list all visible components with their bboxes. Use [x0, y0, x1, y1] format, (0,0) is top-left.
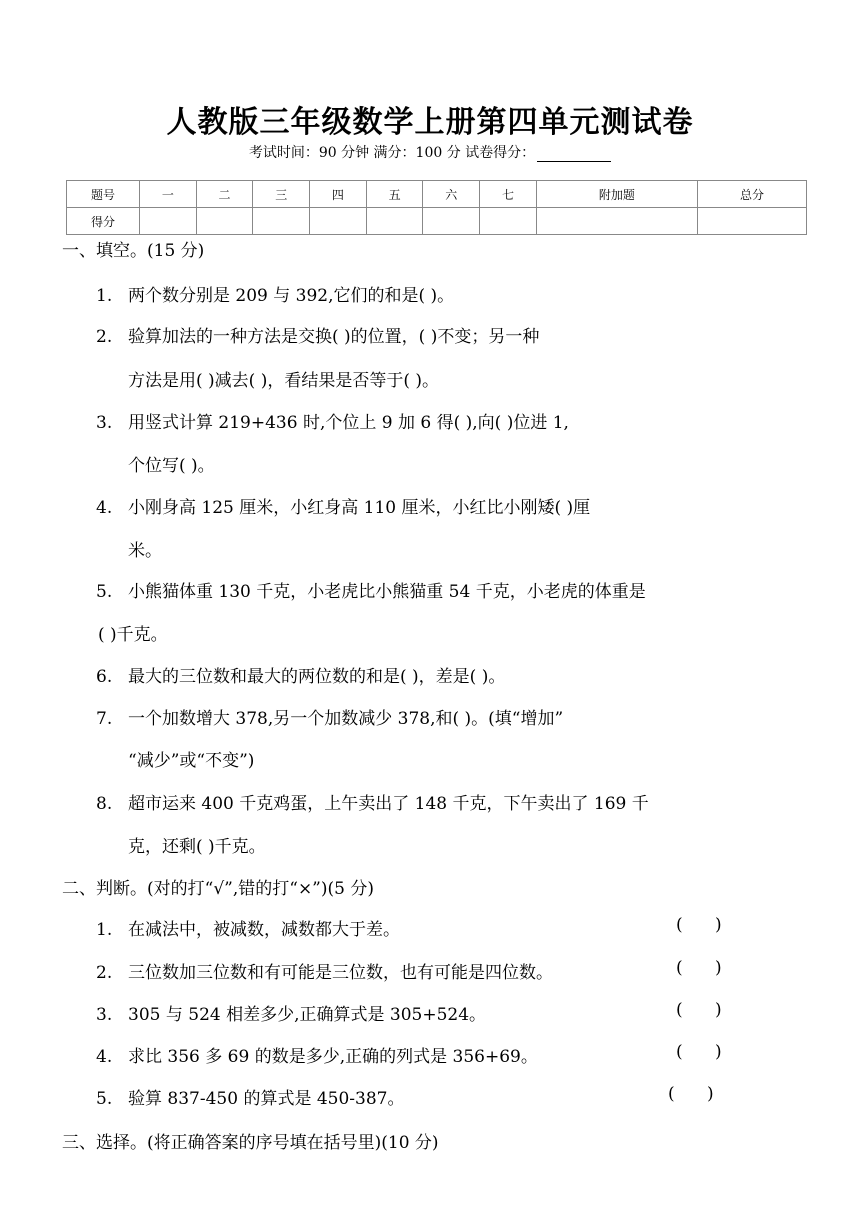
- judgement-item: [96, 958, 553, 983]
- question: [96, 281, 454, 306]
- question: [96, 408, 569, 433]
- question-number: 8.: [96, 794, 113, 814]
- question-text: 小刚身高 125 厘米，小红身高 110 厘米，小红比小刚矮( )厘: [128, 498, 591, 518]
- question-text: 小熊猫体重 130 千克，小老虎比小熊猫重 54 千克，小老虎的体重是: [128, 582, 646, 602]
- score-cell[interactable]: [140, 208, 197, 235]
- column-header: 三: [253, 181, 310, 208]
- section-heading: 二、判断。(对的打“√”,错的打“×”)(5 分): [62, 879, 374, 899]
- exam-info-text: 考试时间：90 分钟 满分：100 分 试卷得分：: [248, 145, 536, 161]
- answer-parentheses[interactable]: ( ): [676, 1042, 722, 1062]
- question-text: 最大的三位数和最大的两位数的和是( )，差是( )。: [128, 667, 506, 687]
- section-heading: 三、选择。(将正确答案的序号填在括号里)(10 分): [62, 1133, 439, 1153]
- judgement-text: 在减法中，被减数，减数都大于差。: [128, 920, 400, 940]
- judgement-text: 验算 837-450 的算式是 450-387。: [128, 1089, 405, 1109]
- score-cell[interactable]: [698, 208, 807, 235]
- column-header: 一: [140, 181, 197, 208]
- column-header: 附加题: [536, 181, 697, 208]
- question-text: 一个加数增大 378,另一个加数减少 378,和( )。(填“增加”: [128, 709, 564, 729]
- column-header: 四: [310, 181, 367, 208]
- column-header: 五: [366, 181, 423, 208]
- question-text: 用竖式计算 219+436 时,个位上 9 加 6 得( ),向( )位进 1,: [128, 413, 569, 433]
- question-number: 5.: [96, 1089, 113, 1109]
- score-label-cell: 得分: [67, 208, 140, 235]
- question: [96, 704, 563, 729]
- question-number: 2.: [96, 963, 113, 983]
- question-continuation: 克，还剩( )千克。: [128, 837, 266, 857]
- question-text: 超市运来 400 千克鸡蛋，上午卖出了 148 千克，下午卖出了 169 千: [128, 794, 649, 814]
- question-number: 7.: [96, 709, 113, 729]
- question-number: 2.: [96, 327, 113, 347]
- answer-parentheses[interactable]: ( ): [676, 1000, 722, 1020]
- answer-parentheses[interactable]: ( ): [676, 958, 722, 978]
- answer-parentheses[interactable]: ( ): [676, 915, 722, 935]
- score-cell[interactable]: [253, 208, 310, 235]
- question-continuation: 方法是用( )减去( )，看结果是否等于( )。: [128, 371, 440, 391]
- question-number: 6.: [96, 667, 113, 687]
- header-label-cell: 题号: [67, 181, 140, 208]
- exam-info: [0, 142, 860, 162]
- question-number: 5.: [96, 582, 113, 602]
- question-number: 4.: [96, 498, 113, 518]
- question: [96, 493, 590, 518]
- score-cell[interactable]: [196, 208, 253, 235]
- judgement-text: 求比 356 多 69 的数是多少,正确的列式是 356+69。: [128, 1047, 538, 1067]
- question-number: 3.: [96, 1005, 113, 1025]
- question: [96, 789, 649, 814]
- judgement-item: [96, 1000, 486, 1025]
- question-number: 1.: [96, 286, 113, 306]
- judgement-item: [96, 1084, 405, 1109]
- judgement-text: 305 与 524 相差多少,正确算式是 305+524。: [128, 1005, 487, 1025]
- column-header: 七: [480, 181, 537, 208]
- question-number: 3.: [96, 413, 113, 433]
- question-text: 验算加法的一种方法是交换( )的位置，( )不变；另一种: [128, 327, 540, 347]
- question-continuation: 个位写( )。: [128, 456, 215, 476]
- section-heading: 一、填空。(15 分): [62, 241, 205, 261]
- question: [96, 577, 646, 602]
- question-continuation: 米。: [128, 541, 162, 561]
- column-header: 总分: [698, 181, 807, 208]
- answer-parentheses[interactable]: ( ): [668, 1084, 714, 1104]
- question-continuation: ( )千克。: [98, 625, 168, 645]
- score-blank[interactable]: [537, 147, 611, 162]
- judgement-item: [96, 1042, 538, 1067]
- question-text: 两个数分别是 209 与 392,它们的和是( )。: [128, 286, 455, 306]
- score-cell[interactable]: [480, 208, 537, 235]
- score-cell[interactable]: [366, 208, 423, 235]
- question: [96, 322, 539, 347]
- question: [96, 662, 505, 687]
- score-cell[interactable]: [536, 208, 697, 235]
- judgement-text: 三位数加三位数和有可能是三位数，也有可能是四位数。: [128, 963, 553, 983]
- question-number: 4.: [96, 1047, 113, 1067]
- judgement-item: [96, 915, 400, 940]
- score-cell[interactable]: [310, 208, 367, 235]
- column-header: 六: [423, 181, 480, 208]
- question-number: 1.: [96, 920, 113, 940]
- score-table-header-row: [67, 181, 807, 208]
- score-table: [66, 180, 807, 235]
- question-continuation: “减少”或“不变”): [128, 751, 255, 771]
- page-title: 人教版三年级数学上册第四单元测试卷: [166, 105, 694, 140]
- column-header: 二: [196, 181, 253, 208]
- score-table-score-row: [67, 208, 807, 235]
- score-cell[interactable]: [423, 208, 480, 235]
